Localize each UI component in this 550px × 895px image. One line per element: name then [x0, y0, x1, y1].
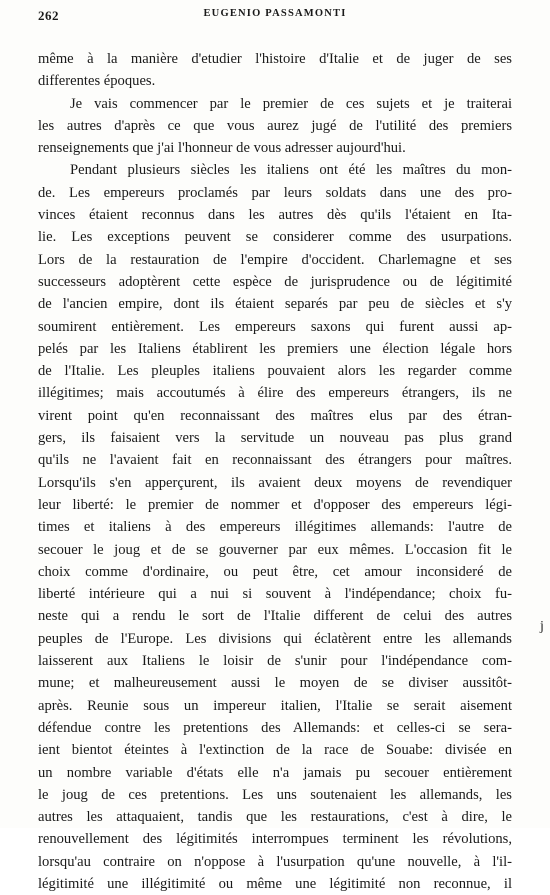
text-line: Pendant plusieurs siècles les italiens ont été les maîtres du mon-: [70, 162, 512, 179]
text-line: le joug de ces pretentions. Les uns soutenaient les allemands, les: [38, 786, 512, 803]
text-line: les autres d'après ce que vous aurez jugé de l'utilité des premiers: [38, 117, 512, 134]
text-line: successeurs adoptèrent cette espèce de jurisprudence ou de légitimité: [38, 273, 512, 290]
text-line: ient bientot éteintes à l'extinction de la race de Souabe: divisée en: [38, 742, 512, 759]
text-line: virent point qu'en reconnaissant des maîtres elus par des étran-: [38, 407, 512, 424]
text-line: qu'ils ne l'avaient fait en reconnaissant des étrangers pour maîtres.: [38, 452, 512, 469]
text-line: laisserent aux Italiens le loisir de s'unir pour l'indépendance com-: [38, 653, 512, 670]
text-line: mune; et malheureusement aussi le moyen de se diviser aussitôt-: [38, 675, 512, 692]
text-line: leur liberté: le premier de nommer et d'opposer des empereurs légi-: [38, 496, 512, 513]
text-line: renseignements que j'ai l'honneur de vous adresser aujourd'hui.: [38, 140, 406, 157]
text-line: gers, ils faisaient vers la servitude un nouveau pas plus grand: [38, 430, 512, 447]
text-line: après. Reunie sous un impereur italien, l'Italie se serait aisement: [38, 697, 512, 714]
text-line: renouvellement des légitimités interrompues terminent les révolutions,: [38, 831, 512, 848]
text-line: Lors de la restauration de l'empire d'occident. Charlemagne et ses: [38, 251, 512, 268]
text-line: secouer le joug et de se gouverner par eux mêmes. L'occasion fit le: [38, 541, 512, 558]
text-line: de l'ancien empire, dont ils étaient separés par peu de siècles et s'y: [38, 296, 512, 313]
text-line: vinces étaient reconnus dans les autres dès qu'ils l'étaient en Ita-: [38, 207, 512, 224]
text-line: même à la manière d'etudier l'histoire d'Italie et de juger de ses: [38, 51, 512, 67]
text-line: liberté intérieure qui a nui si souvent à l'indépendance; choix fu-: [38, 586, 512, 603]
text-line: lorsqu'au contraire on n'oppose à l'usurpation qu'une nouvelle, à l'il-: [38, 853, 512, 870]
text-line: pelés par les Italiens établirent les premiers une élection légale hors: [38, 340, 512, 357]
text-line: lie. Les exceptions peuvent se considerer comme des usurpations.: [38, 229, 512, 246]
running-header: [38, 8, 512, 30]
text-line: differentes époques.: [38, 73, 156, 90]
text-line: défendue contre les pretentions des Allemands: et celles-ci se sera-: [38, 719, 512, 736]
text-line: de. Les empereurs proclamés par leurs soldats dans une des pro-: [38, 184, 512, 201]
text-line: soumirent entièrement. Les empereurs saxons qui furent aussi ap-: [38, 318, 512, 335]
text-line: Je vais commencer par le premier de ces sujets et je traiterai: [70, 95, 512, 112]
margin-mark: j: [540, 619, 544, 634]
text-line: times et italiens à des empereurs illégitimes allemands: l'autre de: [38, 519, 512, 536]
text-line: de l'Italie. Les pleuples italiens pouvaient alors les regarder comme: [38, 363, 512, 380]
text-line: illégitimes; mais accoutumés à élire des empereurs étrangers, ils ne: [38, 385, 512, 402]
text-line: Lorsqu'ils s'en apperçurent, ils avaient deux moyens de revendiquer: [38, 474, 512, 491]
body-text: [38, 48, 512, 895]
page-number: 262: [38, 8, 59, 23]
text-line: peuples de l'Europe. Les divisions qui éclatèrent entre les allemands: [38, 630, 512, 647]
text-line: autres les attaquaient, tandis que les restaurations, c'est à dire, le: [38, 809, 512, 826]
text-line: légitimité une illégitimité ou même une légitimité non reconnue, il: [38, 875, 512, 892]
text-line: choix comme d'ordinaire, ou peut être, cet amour inconsideré de: [38, 563, 512, 580]
text-line: neste qui a rendu le sort de l'Italie different de celui des autres: [38, 608, 512, 625]
text-line: un nombre variable d'états elle n'a jamais pu secouer entièrement: [38, 764, 512, 781]
running-head-author: EUGENIO PASSAMONTI: [203, 8, 347, 19]
